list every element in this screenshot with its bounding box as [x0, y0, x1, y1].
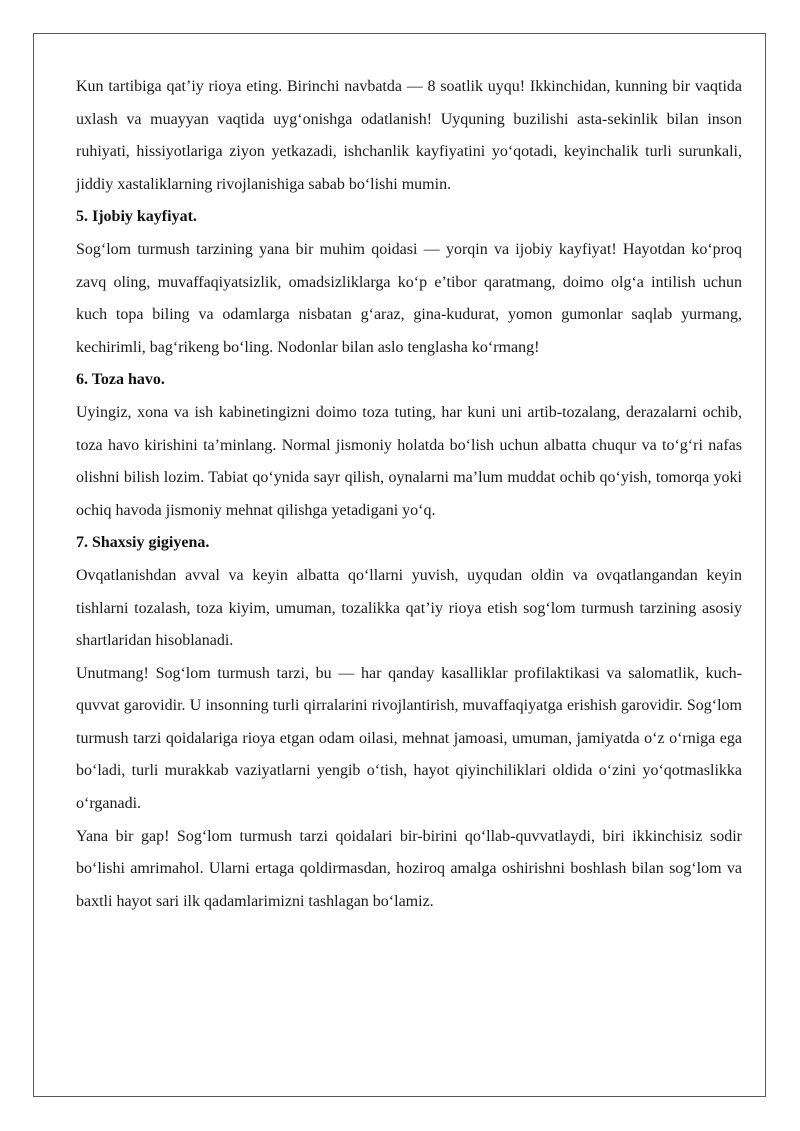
paragraph-closing-remark: Yana bir gap! Sog‘lom turmush tarzi qoidalari bir-birini qo‘llab-quvvatlaydi, biri ikkinchisiz sodir bo‘lishi amrimahol. Ularni ertaga qoldirmasdan, hoziroq amalga oshirishni boshlash bilan sog‘lom va baxtli hayot sari ilk qadamlarimizni tashlagan bo‘lamiz.: [76, 827, 742, 910]
paragraph-healthy-lifestyle-summary: Unutmang! Sog‘lom turmush tarzi, bu — har qanday kasalliklar profilaktikasi va salomatlik, kuch-quvvat garovidir. U insonning turli qirralarini rivojlantirish, muvaffaqiyatga erishish garovidir. Sog‘lom turmush tarzi qoidalariga rioya etgan odam oilasi, mehnat jamoasi, umuman, jamiyatda o‘z o‘rniga ega bo‘ladi, turli murakkab vaziyatlarni yengib o‘tish, hayot qiyinchiliklari oldida o‘zini yo‘qotmaslikka o‘rganadi.: [76, 664, 742, 813]
paragraph-positive-mood: Sog‘lom turmush tarzining yana bir muhim qoidasi — yorqin va ijobiy kayfiyat! Hayotdan ko‘proq zavq oling, muvaffaqiyatsizlik, omadsizliklarga ko‘p e’tibor qaratmang, doimo olg‘a intilish uchun kuch topa biling va odamlarga nisbatan g‘araz, gina-kudurat, yomon gumonlar saqlab yurmang, kechirimli, bag‘rikeng bo‘ling. Nodonlar bilan aslo tenglasha ko‘rmang!: [76, 240, 742, 356]
paragraph-sleep-schedule: Kun tartibiga qat’iy rioya eting. Birinchi navbatda — 8 soatlik uyqu! Ikkinchidan, kunning bir vaqtida uxlash va muayyan vaqtida uyg‘onishga odatlanish! Uyquning buzilishi asta-sekinlik bilan inson ruhiyati, hissiyotlariga ziyon yetkazadi, ishchanlik kayfiyatini yo‘qotadi, keyinchalik turli surunkali, jiddiy xastaliklarning rivojlanishiga sabab bo‘lishi mumin.: [76, 78, 742, 193]
section-heading-personal-hygiene: 7. Shaxsiy gigiyena.: [76, 534, 210, 552]
paragraph-fresh-air: Uyingiz, xona va ish kabinetingizni doimo toza tuting, har kuni uni artib-tozalang, derazalarni ochib, toza havo kirishini ta’minlang. Normal jismoniy holatda bo‘lish uchun albatta chuqur va to‘g‘ri nafas olishni bilish lozim. Tabiat qo‘ynida sayr qilish, oynalarni ma’lum muddat ochib qo‘yish, tomorqa yoki ochiq havoda jismoniy mehnat qilishga yetadigani yo‘q.: [76, 403, 742, 519]
section-heading-fresh-air: 6. Toza havo.: [76, 371, 165, 389]
paragraph-personal-hygiene: Ovqatlanishdan avval va keyin albatta qo‘llarni yuvish, uyqudan oldin va ovqatlangandan keyin tishlarni tozalash, toza kiyim, umuman, tozalikka qat’iy rioya etish sog‘lom turmush tarzining asosiy shartlaridan hisoblanadi.: [76, 566, 742, 650]
section-heading-positive-mood: 5. Ijobiy kayfiyat.: [76, 208, 197, 226]
document-body: [76, 71, 742, 918]
